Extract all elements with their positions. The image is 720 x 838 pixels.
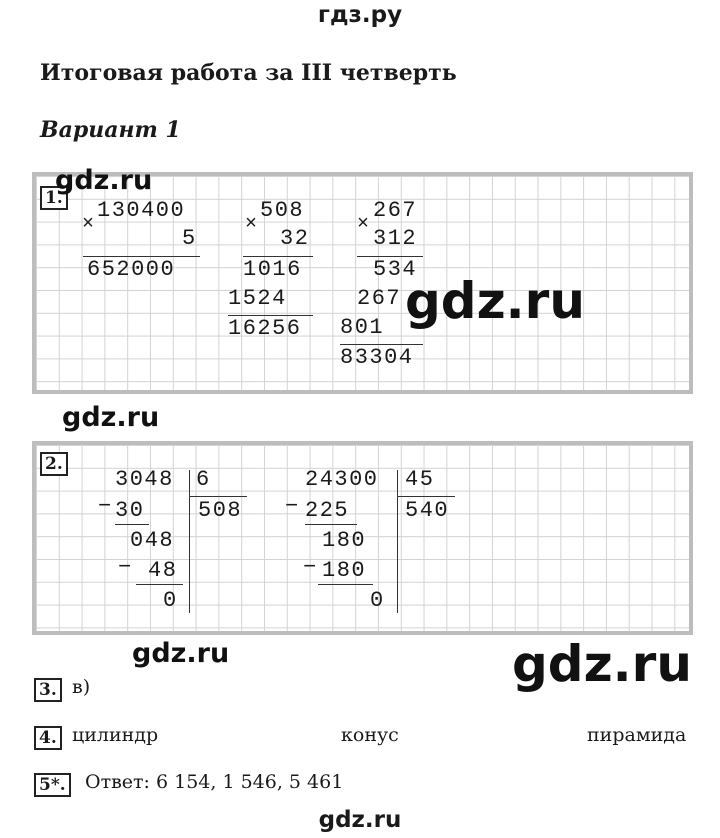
div2-minus2: − — [303, 555, 318, 580]
mul1-bottom: 5 — [182, 226, 197, 251]
mul1-sign: × — [82, 213, 96, 236]
mul2-result: 16256 — [228, 316, 302, 341]
div1-minus1: − — [98, 494, 113, 519]
div2-line1 — [305, 524, 357, 525]
task5-number: 5*. — [34, 773, 71, 797]
div2-sub2: 180 — [322, 558, 367, 583]
mul1-result: 652000 — [87, 257, 176, 282]
mul3-partial2: 267 — [357, 286, 402, 311]
div2-minus1: − — [285, 494, 300, 519]
task1-number: 1. — [40, 186, 68, 210]
div2-quotient: 540 — [405, 498, 450, 523]
div2-remainder: 0 — [370, 588, 385, 613]
task3-answer: в) — [72, 676, 91, 698]
div1-qline — [189, 496, 247, 497]
watermark: gdz.ru — [62, 402, 160, 433]
mul2-partial2: 1524 — [228, 286, 287, 311]
div1-rem1: 048 — [130, 528, 175, 553]
watermark: gdz.ru — [132, 638, 230, 669]
site-header: гдз.ру — [317, 2, 403, 28]
watermark: gdz.ru — [405, 272, 585, 330]
task4-number: 4. — [34, 726, 62, 750]
div2-dividend: 24300 — [305, 467, 379, 492]
mul3-bottom: 312 — [373, 226, 418, 251]
mul3-partial1: 534 — [373, 257, 418, 282]
div2-line2 — [318, 584, 373, 585]
div2-bar — [397, 470, 398, 613]
div1-remainder: 0 — [163, 588, 178, 613]
mul2-bottom: 32 — [280, 226, 310, 251]
task4-item-cone: конус — [341, 724, 399, 746]
variant-heading: Вариант 1 — [40, 117, 181, 143]
mul2-partial1: 1016 — [243, 257, 302, 282]
div1-minus2: − — [118, 555, 133, 580]
div2-qline — [397, 496, 455, 497]
div2-sub1: 225 — [305, 498, 350, 523]
div1-bar — [189, 470, 190, 613]
div1-sub2: 48 — [148, 558, 178, 583]
div1-dividend: 3048 — [115, 467, 174, 492]
div1-quotient: 508 — [198, 498, 243, 523]
footer-watermark: gdz.ru — [318, 807, 402, 833]
div2-divisor: 45 — [405, 467, 435, 492]
page-title: Итоговая работа за III четверть — [40, 60, 457, 86]
div1-line2 — [136, 584, 183, 585]
task4-item-pyramid: пирамида — [587, 724, 687, 746]
mul3-result: 83304 — [340, 345, 414, 370]
watermark: gdz.ru — [512, 635, 692, 693]
watermark: gdz.ru — [55, 165, 153, 196]
mul3-top: 267 — [373, 198, 418, 223]
div1-divisor: 6 — [196, 467, 211, 492]
mul3-partial3: 801 — [340, 315, 385, 340]
mul2-sign: × — [245, 213, 259, 236]
mul2-top: 508 — [260, 198, 305, 223]
div2-rem1: 180 — [322, 528, 367, 553]
mul1-top: 130400 — [97, 198, 186, 223]
div1-sub1: 30 — [115, 498, 145, 523]
task4-item-cylinder: цилиндр — [72, 724, 159, 746]
div1-line1 — [115, 524, 149, 525]
task2-number: 2. — [40, 452, 68, 476]
task3-number: 3. — [34, 678, 62, 702]
task5-answer: Ответ: 6 154, 1 546, 5 461 — [85, 771, 344, 793]
mul3-sign: × — [357, 213, 371, 236]
